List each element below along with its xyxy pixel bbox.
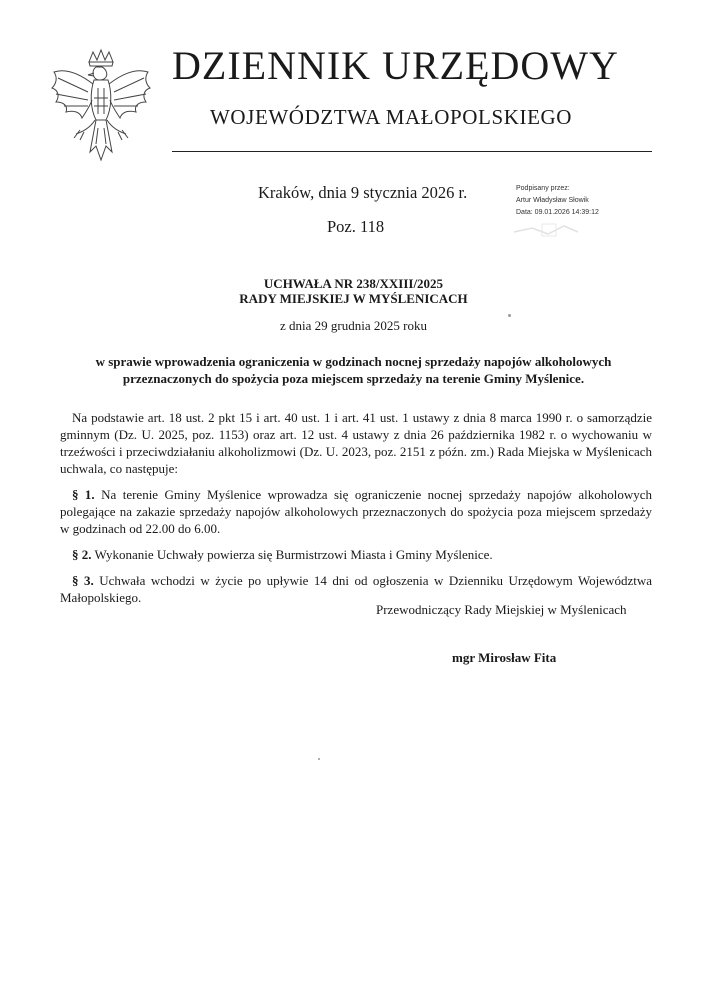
signature-date: Data: 09.01.2026 14:39:12 <box>516 209 599 216</box>
position-number: Poz. 118 <box>327 217 385 236</box>
section-text: Wykonanie Uchwały powierza się Burmistrzowi Miasta i Gminy Myślenice. <box>94 547 493 562</box>
section-3 <box>60 572 652 606</box>
signature-signer: Artur Władysław Słowik <box>516 197 589 204</box>
chair-title: Przewodniczący Rady Miejskiej w Myślenicach <box>376 602 627 617</box>
section-label: § 2. <box>72 547 92 562</box>
header-divider <box>172 151 652 152</box>
section-label: § 3. <box>72 573 94 588</box>
resolution-heading <box>60 276 647 306</box>
section-1 <box>60 486 652 537</box>
subject-line-1: w sprawie wprowadzenia ograniczenia w godzinach nocnej sprzedaży napojów alkoholowych <box>95 354 612 369</box>
signature-watermark-icon <box>512 220 582 240</box>
scan-speck <box>318 758 320 760</box>
section-2 <box>60 546 652 563</box>
scan-speck <box>508 314 511 317</box>
journal-subtitle: WOJEWÓDZTWA MAŁOPOLSKIEGO <box>210 105 573 129</box>
section-text: Uchwała wchodzi w życie po upływie 14 dni od ogłoszenia w Dzienniku Urzędowym Województwa Małopolskiego. <box>60 573 652 605</box>
digital-signature-block <box>516 183 676 219</box>
resolution-subject <box>60 353 647 387</box>
resolution-date: z dnia 29 grudnia 2025 roku <box>280 318 427 333</box>
section-label: § 1. <box>72 487 95 502</box>
place-and-date: Kraków, dnia 9 stycznia 2026 r. <box>258 183 468 202</box>
signature-label: Podpisany przez: <box>516 185 570 192</box>
subject-line-2: przeznaczonych do spożycia poza miejscem sprzedaży na terenie Gminy Myślenice. <box>122 371 585 386</box>
legal-basis-paragraph: Na podstawie art. 18 ust. 2 pkt 15 i art. 40 ust. 1 i art. 41 ust. 1 ustawy z dnia 8 marca 1990 r. o samorządzie gminnym (Dz. U. 2025, poz. 1153) oraz art. 12 ust. 4 ustawy z dnia 26 października 1982 r. o wychowaniu w trzeźwości i przeciwdziałaniu alkoholizmowi (Dz. U. 2023, poz. 2151 z późn. zm.) Rada Miejska w Myślenicach uchwala, co następuje: <box>60 410 652 476</box>
white-eagle-emblem-icon <box>46 48 156 166</box>
council-name: RADY MIEJSKIEJ W MYŚLENICACH <box>239 291 468 306</box>
resolution-number: UCHWAŁA NR 238/XXIII/2025 <box>263 276 444 291</box>
chair-name: mgr Mirosław Fita <box>452 650 557 665</box>
section-text: Na terenie Gminy Myślenice wprowadza się ograniczenie nocnej sprzedaży napojów alkoholowych polegające na zakazie sprzedaży napojów alkoholowych przeznaczonych do spożycia poza miejscem sprzedaży w godzinach od 22.00 do 6.00. <box>60 487 653 536</box>
journal-title: DZIENNIK URZĘDOWY <box>172 43 619 88</box>
resolution-body <box>60 409 652 615</box>
